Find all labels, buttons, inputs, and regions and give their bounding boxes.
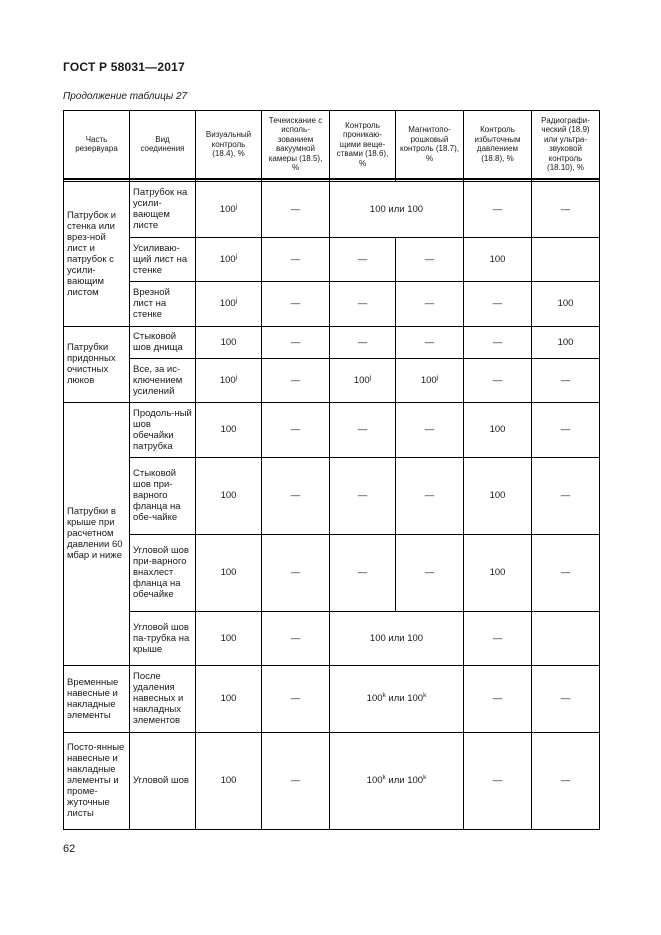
- vacuum-cell: —: [262, 181, 330, 237]
- column-header-joint: Вид соединения: [130, 111, 196, 179]
- magnetic-cell: —: [396, 237, 464, 281]
- part-cell: Временные навесные и накладные элементы: [64, 665, 130, 732]
- joint-cell: Стыковой шов днища: [130, 326, 196, 358]
- visual-cell: 100$^j$: [196, 358, 262, 402]
- column-header-pressure: Контроль избыточным давлением (18.8), %: [464, 111, 532, 179]
- pressure-cell: —: [464, 326, 532, 358]
- pressure-cell: —: [464, 611, 532, 665]
- table-row: [64, 534, 600, 611]
- radiographic-cell: —: [532, 402, 600, 457]
- table-row: [64, 181, 600, 237]
- table-row: [64, 326, 600, 358]
- vacuum-cell: —: [262, 611, 330, 665]
- document-code: ГОСТ Р 58031—2017: [63, 60, 185, 74]
- vacuum-cell: —: [262, 534, 330, 611]
- vacuum-cell: —: [262, 665, 330, 732]
- penetrant-magnetic-cell: 100 или 100: [330, 611, 464, 665]
- pressure-cell: 100: [464, 237, 532, 281]
- table-row: [64, 402, 600, 457]
- part-cell: Патрубок и стенка или врез-ной лист и патрубок с усили-вающим листом: [64, 181, 130, 326]
- penetrant-cell: —: [330, 457, 396, 534]
- penetrant-cell: 100$^j$: [330, 358, 396, 402]
- radiographic-cell: —: [532, 732, 600, 829]
- column-header-penetrant: Контроль проникаю-щими веще-ствами (18.6), %: [330, 111, 396, 179]
- visual-cell: 100: [196, 326, 262, 358]
- pressure-cell: 100: [464, 534, 532, 611]
- visual-cell: 100$^j$: [196, 181, 262, 237]
- joint-cell: Продоль-ный шов обечайки патрубка: [130, 402, 196, 457]
- table-row: [64, 237, 600, 281]
- part-cell: Посто-янные навесные и накладные элементы и проме-жуточные листы: [64, 732, 130, 829]
- part-cell: Патрубки придонных очистных люков: [64, 326, 130, 402]
- pressure-cell: 100: [464, 457, 532, 534]
- table-header-row: [64, 111, 600, 179]
- visual-cell: 100: [196, 732, 262, 829]
- magnetic-cell: 100$^j$: [396, 358, 464, 402]
- page-number: 62: [63, 843, 76, 855]
- column-header-visual: Визуальный контроль (18.4), %: [196, 111, 262, 179]
- joint-cell: Врезной лист на стенке: [130, 281, 196, 326]
- pressure-cell: —: [464, 665, 532, 732]
- vacuum-cell: —: [262, 732, 330, 829]
- magnetic-cell: —: [396, 457, 464, 534]
- visual-cell: 100: [196, 665, 262, 732]
- vacuum-cell: —: [262, 402, 330, 457]
- vacuum-cell: —: [262, 281, 330, 326]
- table-row: [64, 732, 600, 829]
- radiographic-cell: [532, 611, 600, 665]
- penetrant-cell: —: [330, 534, 396, 611]
- table-row: [64, 457, 600, 534]
- joint-cell: Усиливаю-щий лист на стенке: [130, 237, 196, 281]
- column-header-part: Часть резервуара: [64, 111, 130, 179]
- column-header-radiographic: Радиографи-ческий (18.9) или ультра-звуковой контроль (18.10), %: [532, 111, 600, 179]
- vacuum-cell: —: [262, 326, 330, 358]
- vacuum-cell: —: [262, 457, 330, 534]
- penetrant-cell: —: [330, 402, 396, 457]
- pressure-cell: —: [464, 281, 532, 326]
- table-row: [64, 611, 600, 665]
- visual-cell: 100: [196, 402, 262, 457]
- joint-cell: Угловой шов: [130, 732, 196, 829]
- visual-cell: 100: [196, 611, 262, 665]
- joint-cell: Все, за ис-ключением усилений: [130, 358, 196, 402]
- radiographic-cell: —: [532, 358, 600, 402]
- part-cell: Патрубки в крыше при расчетном давлении 60 мбар и ниже: [64, 402, 130, 665]
- penetrant-magnetic-cell: 100$^k$ или 100$^k$: [330, 732, 464, 829]
- column-header-magnetic: Магнитопо-рошковый контроль (18.7), %: [396, 111, 464, 179]
- joint-cell: Угловой шов при-варного внахлест фланца на обечайке: [130, 534, 196, 611]
- visual-cell: 100: [196, 534, 262, 611]
- visual-cell: 100: [196, 457, 262, 534]
- table-row: [64, 665, 600, 732]
- penetrant-cell: —: [330, 237, 396, 281]
- visual-cell: 100$^j$: [196, 237, 262, 281]
- radiographic-cell: —: [532, 181, 600, 237]
- vacuum-cell: —: [262, 237, 330, 281]
- magnetic-cell: —: [396, 534, 464, 611]
- joint-cell: После удаления навесных и накладных элементов: [130, 665, 196, 732]
- pressure-cell: 100: [464, 402, 532, 457]
- penetrant-magnetic-cell: 100$^k$ или 100$^k$: [330, 665, 464, 732]
- visual-cell: 100$^j$: [196, 281, 262, 326]
- magnetic-cell: —: [396, 326, 464, 358]
- radiographic-cell: —: [532, 665, 600, 732]
- penetrant-cell: —: [330, 281, 396, 326]
- pressure-cell: —: [464, 181, 532, 237]
- pressure-cell: —: [464, 732, 532, 829]
- penetrant-cell: —: [330, 326, 396, 358]
- radiographic-cell: 100: [532, 326, 600, 358]
- joint-cell: Стыковой шов при-варного фланца на обе-чайке: [130, 457, 196, 534]
- radiographic-cell: —: [532, 534, 600, 611]
- inspection-table: [63, 110, 600, 830]
- pressure-cell: —: [464, 358, 532, 402]
- radiographic-cell: 100: [532, 281, 600, 326]
- magnetic-cell: —: [396, 402, 464, 457]
- radiographic-cell: [532, 237, 600, 281]
- table-continuation-caption: Продолжение таблицы 27: [63, 91, 188, 102]
- table-row: [64, 281, 600, 326]
- table-row: [64, 358, 600, 402]
- penetrant-magnetic-cell: 100 или 100: [330, 181, 464, 237]
- magnetic-cell: —: [396, 281, 464, 326]
- radiographic-cell: —: [532, 457, 600, 534]
- joint-cell: Патрубок на усили-вающем листе: [130, 181, 196, 237]
- column-header-vacuum: Течеискание с исполь-зованием вакуумной камеры (18.5), %: [262, 111, 330, 179]
- joint-cell: Угловой шов па-трубка на крыше: [130, 611, 196, 665]
- vacuum-cell: —: [262, 358, 330, 402]
